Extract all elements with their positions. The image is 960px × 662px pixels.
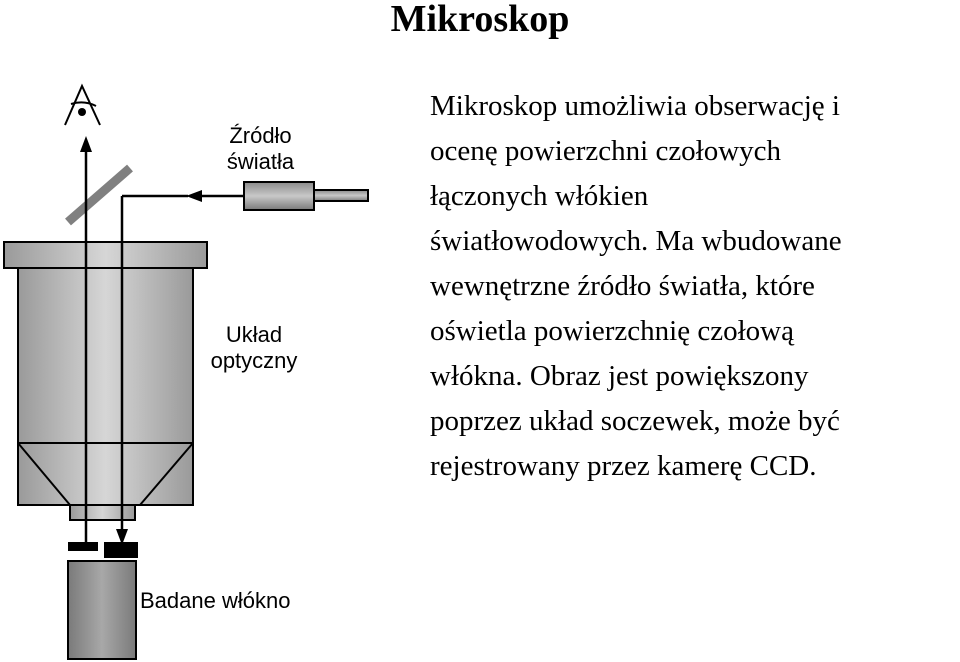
fiber-label: Badane włókno	[140, 588, 291, 613]
objective-tip	[70, 505, 135, 520]
description-line: Mikroskop umożliwia obserwację i	[430, 90, 840, 122]
description-line: ocenę powierzchni czołowych	[430, 135, 782, 167]
description-line: włókna. Obraz jest powiększony	[430, 360, 809, 392]
microscope-top-flange	[4, 242, 207, 268]
illumination-arrow-in	[186, 190, 202, 202]
observation-arrow	[80, 136, 92, 152]
description-line: oświetla powierzchnię czołową	[430, 315, 794, 347]
page-title: Mikroskop	[390, 0, 570, 40]
description-text	[430, 84, 960, 489]
light-source-cable	[314, 190, 368, 201]
description-line: rejestrowany przez kamerę CCD.	[430, 450, 817, 482]
light-source-label: Źródło światła	[226, 123, 295, 174]
optical-system-label: Układ optyczny	[210, 322, 298, 373]
light-source-lamp	[244, 182, 314, 210]
fiber-end-left	[68, 542, 98, 551]
description-line: wewnętrzne źródło światła, które	[430, 270, 815, 302]
description-line: światłowodowych. Ma wbudowane	[430, 225, 842, 257]
beam-splitter-mirror	[68, 168, 130, 222]
fiber-connector	[68, 561, 136, 659]
eye-icon	[65, 86, 100, 125]
microscope-body	[18, 268, 193, 443]
description-line: łączonych włókien	[430, 180, 649, 212]
description-line: poprzez układ soczewek, może być	[430, 405, 840, 437]
fiber-end-right	[104, 542, 138, 558]
